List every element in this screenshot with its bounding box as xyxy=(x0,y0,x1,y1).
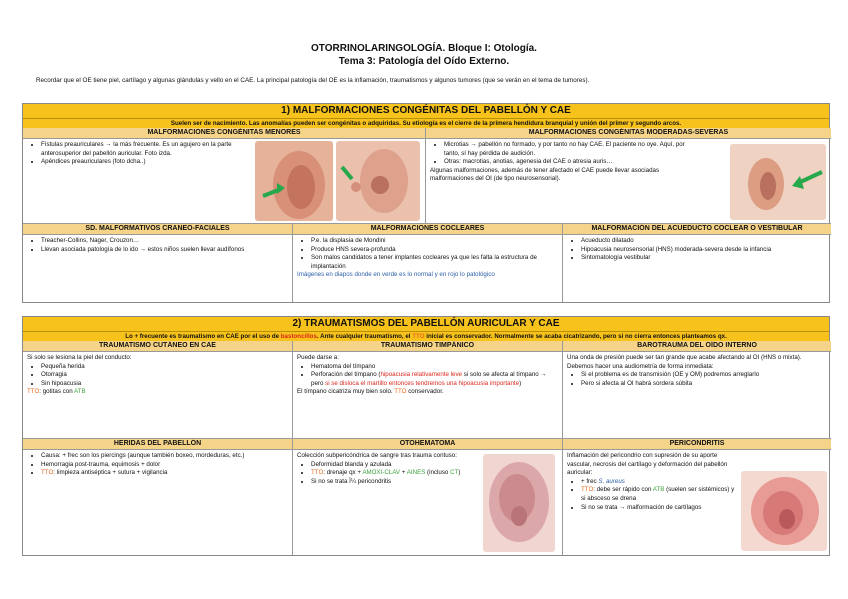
cell-barotrauma xyxy=(563,341,831,439)
list-item: • Si no se trata Ï¼ pericondritis xyxy=(311,478,469,487)
cell-heading: MALFORMACIONES CONGÉNITAS MENORES xyxy=(23,128,425,139)
cell-heading: TRAUMATISMO TIMPÁNICO xyxy=(293,341,562,352)
cell-pericondritis xyxy=(563,439,831,555)
list-item: • + frec S. aureus xyxy=(581,478,737,487)
pericondritis-photo xyxy=(741,471,827,551)
list-item: • Hipoacusia neurosensorial (HNS) moderada-severa desde la infancia xyxy=(581,246,827,255)
cell-timpanico xyxy=(293,341,563,439)
section-title: 1) MALFORMACIONES CONGÉNITAS DEL PABELLÓN Y CAE xyxy=(23,104,829,119)
section-subtitle: Suelen ser de nacimiento. Las anomalías pueden ser congénitas o adquiridas. Su etiología es el cierre de la primera hendidura branquial y unión del primer y segundo arcos. xyxy=(23,119,829,129)
list-item: • Causa: + frec son los piercings (aunque también boxeo, mordeduras, etc.) xyxy=(41,452,288,461)
cell-heridas xyxy=(23,439,293,555)
ear-preauricular-fistula-photo xyxy=(255,141,333,221)
list-item: • Otras: macrotias, anotias, agenesia del CAE o atresia auris… xyxy=(444,158,700,167)
moderadas-note: Algunas malformaciones, además de tener afectado el CAE puede llevar asociadas malformaciones del OI (de tipo neurosensorial). xyxy=(430,166,660,183)
list-item: • Si el problema es de transmisión (OE y OM) podremos arreglarlo xyxy=(581,371,827,380)
cell-heading: PERICONDRITIS xyxy=(563,439,831,450)
cell-acueducto xyxy=(563,224,831,302)
section-malformaciones xyxy=(22,103,830,303)
section-traumatismos xyxy=(22,316,830,556)
cell-heading: TRAUMATISMO CUTÁNEO EN CAE xyxy=(23,341,292,352)
list-item: • Hematoma del tímpano xyxy=(311,363,558,372)
list-item: • Fístulas preauriculares → la más frecuente. Es un agujero en la parte anterosuperior del pabellón auricular. Foto izda. xyxy=(41,141,237,158)
cell-heading: OTOHEMATOMA xyxy=(293,439,562,450)
list-item: • Llevan asociada patología de lo ido → estos niños suelen llevar audífonos xyxy=(41,246,288,255)
intro-text: Recordar que el OE tiene piel, cartílago y algunas glándulas y vello en el CAE. La principal patología del OE es la inflamación, traumatismos y algunos tumores (que se verán en el tema de tumores). xyxy=(36,77,590,84)
ear-preauricular-appendix-photo xyxy=(336,141,420,221)
list-item: • Treacher-Collins, Nager, Crouzon… xyxy=(41,237,288,246)
list-item: • TTO: drenaje qx + AMOXI-CLAV + AINES (incluso CT) xyxy=(311,469,469,478)
list-item: • Deformidad blanda y azulada xyxy=(311,461,469,470)
section-subtitle: Lo + frecuente es traumatismo en CAE por el uso de bastoncillos. Ante cualquier traumatismo, el TTO inicial es conservador. Normalmente se acaba cicatrizando, pero si no cierra entonces planteamos qx. xyxy=(23,332,829,342)
list-item: • Pero si afecta al OI habrá sordera súbita xyxy=(581,380,827,389)
otohematoma-lead: Colección subpericóndrica de sangre tras trauma contuso: xyxy=(297,452,457,459)
cell-heading: MALFORMACIÓN DEL ACUEDUCTO COCLEAR O VESTIBULAR xyxy=(563,224,831,235)
list-item: • Sintomatología vestibular xyxy=(581,254,827,263)
list-item: • Produce HNS severa-profunda xyxy=(311,246,558,255)
list-item: • P.e. la displasia de Mondini xyxy=(311,237,558,246)
cell-heading: HERIDAS DEL PABELLÓN xyxy=(23,439,292,450)
list-item: • Otorragia xyxy=(41,371,288,380)
otohematoma-photo xyxy=(483,454,555,552)
list-item: • Son malos candidatos a tener implantes cocleares ya que les falta la estructura de implantación xyxy=(311,254,558,271)
cell-menores xyxy=(23,128,426,224)
cell-heading: BAROTRAUMA DEL OÍDO INTERNO xyxy=(563,341,831,352)
list-item: • TTO: limpieza antiséptica + sutura + vigilancia xyxy=(41,469,288,478)
list-item: • Si no se trata → malformación de cartílagos xyxy=(581,504,737,513)
list-item: • Apéndices preauriculares (foto dcha..) xyxy=(41,158,237,167)
cell-heading: MALFORMACIONES COCLEARES xyxy=(293,224,562,235)
barotrauma-lead: Una onda de presión puede ser tan grande que acabe afectando al OI (HNS o mixta). Debemos hacer una audiometría de forma inmediata: xyxy=(567,354,802,370)
list-item: • Acueducto dilatado xyxy=(581,237,827,246)
cell-heading: MALFORMACIONES CONGÉNITAS MODERADAS-SEVERAS xyxy=(426,128,831,139)
cell-cocleares xyxy=(293,224,563,302)
list-item: • TTO: debe ser rápido con ATB (suelen ser sistémicos) y si absceso se drena xyxy=(581,486,737,503)
cell-heading: SD. MALFORMATIVOS CRANEO-FACIALES xyxy=(23,224,292,235)
page-subtitle: Tema 3: Patología del Oído Externo. xyxy=(338,56,510,67)
timpanico-footer: El tímpano cicatriza muy bien solo. TTO conservador. xyxy=(297,388,444,396)
cell-otohematoma xyxy=(293,439,563,555)
timpanico-lead: Puede darse a: xyxy=(297,354,339,361)
list-item: • Sin hipoacusia xyxy=(41,380,288,389)
page-title: OTORRINOLARINGOLOGÍA. Bloque I: Otología. xyxy=(311,43,537,54)
section-title: 2) TRAUMATISMOS DEL PABELLÓN AURICULAR Y CAE xyxy=(23,317,829,332)
cutaneo-lead: Si solo se lesiona la piel del conducto: xyxy=(27,354,132,361)
cocleares-note: Imágenes en diapos donde en verde es lo normal y en rojo lo patológico xyxy=(297,271,495,279)
cell-craneo xyxy=(23,224,293,302)
cell-cutaneo xyxy=(23,341,293,439)
list-item: • Microtias → pabellón no formado, y por tanto no hay CAE. El paciente no oye. Aquí, por tanto, sí hay pérdida de audición. xyxy=(444,141,700,158)
ear-microtia-photo xyxy=(730,144,826,220)
list-item: • Pequeña herida xyxy=(41,363,288,372)
list-item: • Perforación del tímpano (hipoacusia relativamente leve si solo se afecta al tímpano → pero si se disloca el martillo entonces tendremos una hipoacusia importante) xyxy=(311,371,558,388)
pericondritis-lead: Inflamación del pericondrio con supresión de su aporte vascular, necrosis del cartílago y deformación del pabellón auricular: xyxy=(567,452,728,477)
cell-moderadas xyxy=(426,128,831,224)
cutaneo-tto: TTO: gotitas con ATB xyxy=(27,388,86,396)
list-item: • Hemorragia post-trauma, equimosis + dolor xyxy=(41,461,288,470)
